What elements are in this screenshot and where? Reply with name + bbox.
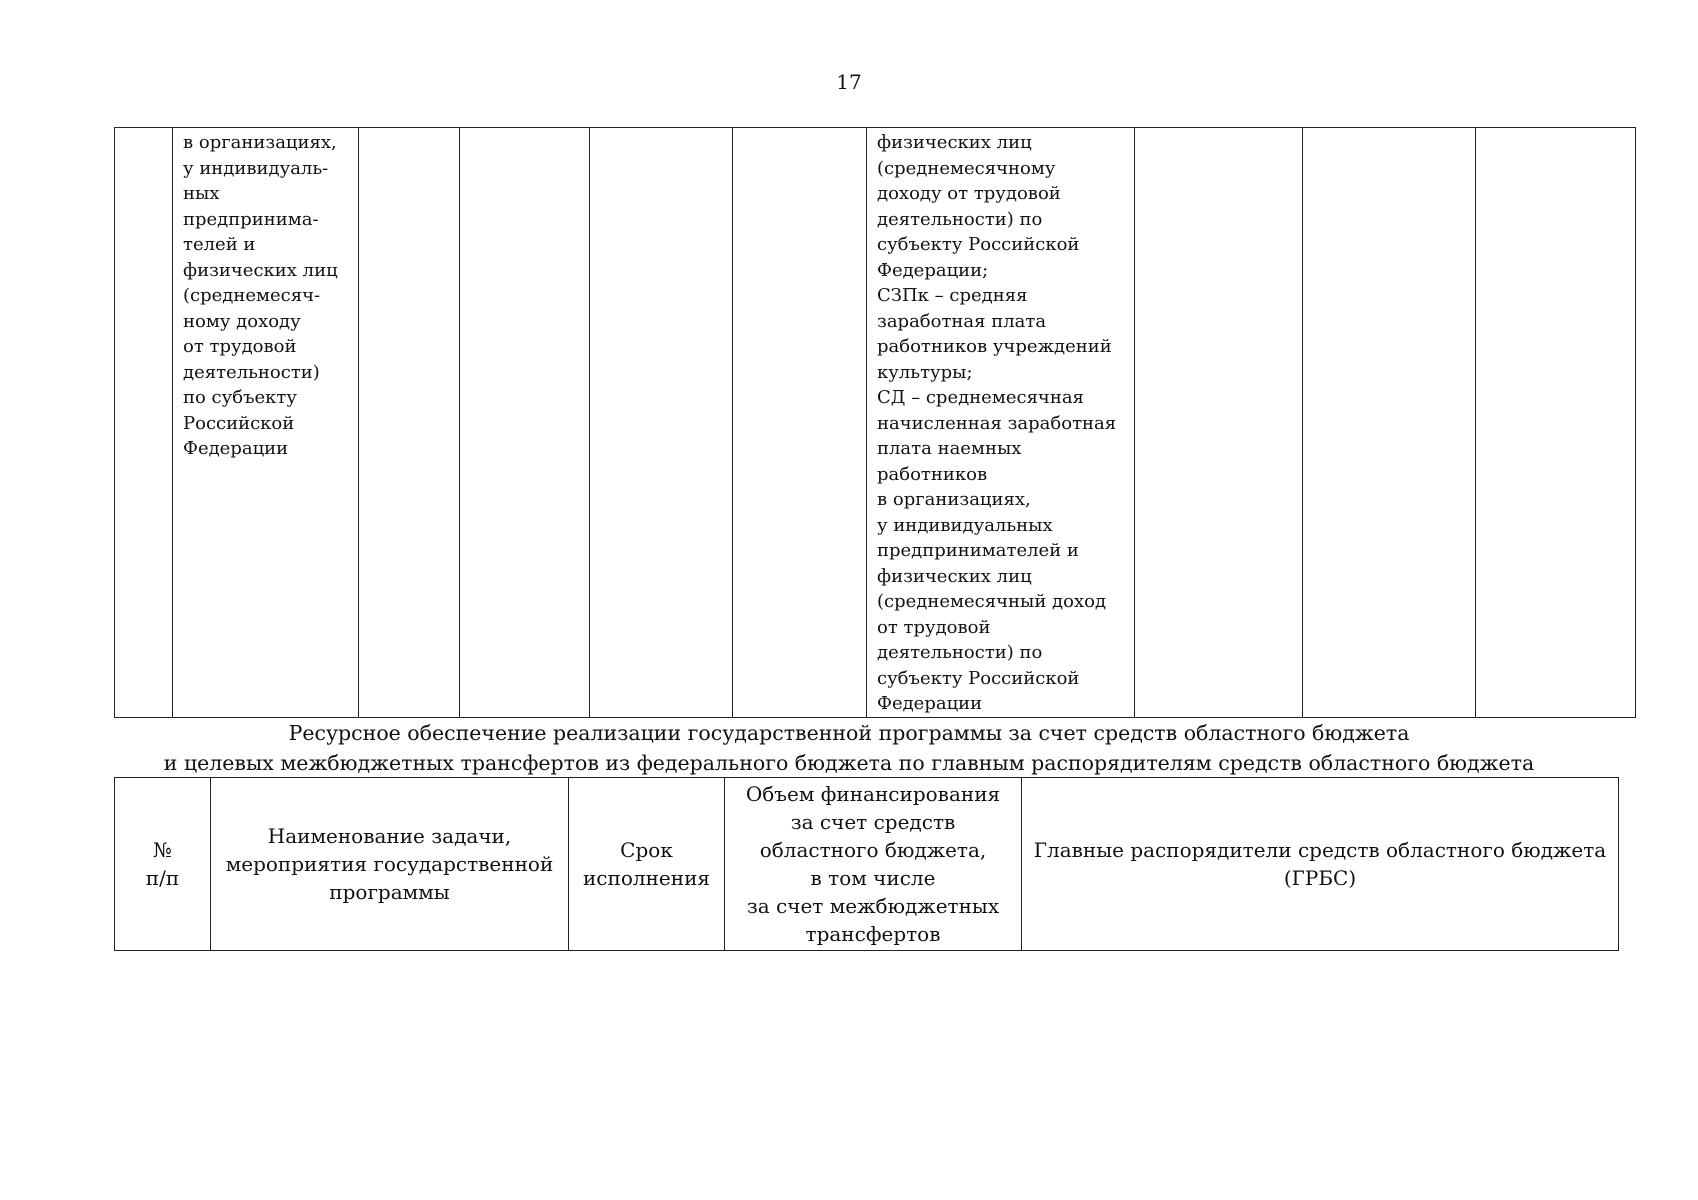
table-cell — [1135, 128, 1303, 718]
header-deadline: Срок исполнения — [569, 778, 725, 951]
section-heading-line-1: Ресурсное обеспечение реализации государственной программы за счет средств областного бюджета — [288, 721, 1410, 745]
header-budget-managers: Главные распорядители средств областного бюджета (ГРБС) — [1022, 778, 1619, 951]
table-cell-indicator-description: в организациях, у индивидуаль- ных предпринима- телей и физических лиц (среднемесяч- ному доходу от трудовой деятельности) по субъекту Российской Федерации — [173, 128, 359, 718]
header-number: № п/п — [115, 778, 211, 951]
header-task-name: Наименование задачи, мероприятия государственной программы — [211, 778, 569, 951]
table-cell — [1303, 128, 1476, 718]
table-cell — [1476, 128, 1636, 718]
table-cell-formula-description: физических лиц (среднемесячному доходу от трудовой деятельности) по субъекту Российской Федерации; СЗПк – средняя заработная плата работников учреждений культуры; СД – среднемесячная начисленная заработная плата наемных работников в организациях, у индивидуальных предпринимателей и физических лиц (среднемесячный доход от трудовой деятельности) по субъекту Российской Федерации — [867, 128, 1135, 718]
table-cell — [733, 128, 867, 718]
section-heading-line-2: и целевых межбюджетных трансфертов из федерального бюджета по главным распорядителям средств областного бюджета — [163, 751, 1535, 775]
table-cell — [460, 128, 590, 718]
table-header-row — [115, 778, 1619, 951]
continued-indicators-table — [114, 127, 1636, 718]
section-heading — [0, 718, 1698, 778]
header-funding-volume: Объем финансирования за счет средств областного бюджета, в том числе за счет межбюджетных трансфертов — [725, 778, 1022, 951]
page-number: 17 — [836, 70, 862, 94]
table-cell — [590, 128, 733, 718]
table-row — [115, 128, 1636, 718]
resource-provision-table — [114, 777, 1619, 951]
table-cell — [359, 128, 460, 718]
table-cell — [115, 128, 173, 718]
